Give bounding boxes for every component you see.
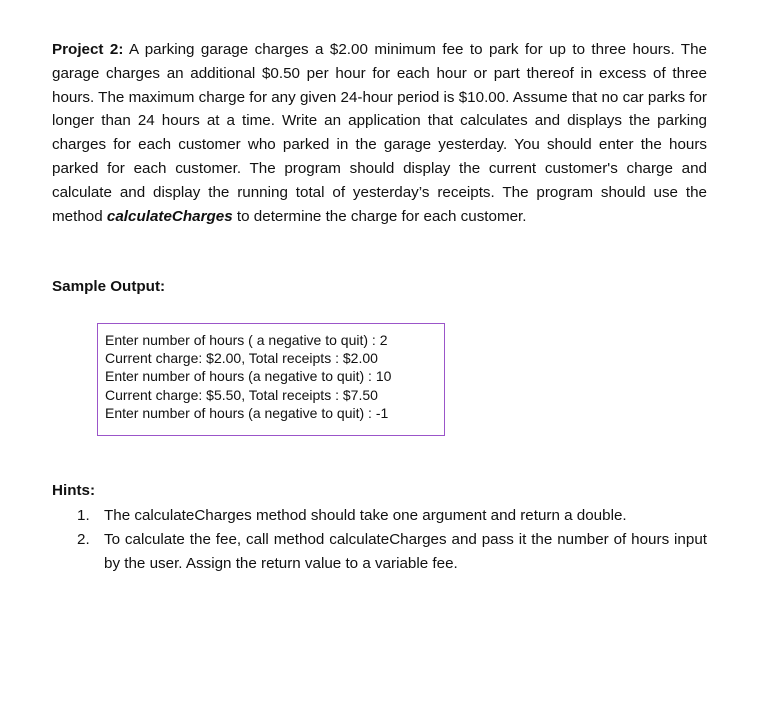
hints-heading: Hints: <box>52 482 96 499</box>
output-line: Current charge: $2.00, Total receipts : $2.00 <box>105 350 378 367</box>
hint-number: 1. <box>77 507 90 524</box>
project-text-end: to determine the charge for each customer. <box>236 207 527 225</box>
hint-text: The calculateCharges method should take one argument and return a double. <box>104 507 627 524</box>
output-line: Current charge: $5.50, Total receipts : $7.50 <box>105 386 378 403</box>
document-page <box>52 38 707 572</box>
output-line: Enter number of hours ( a negative to quit) : 2 <box>105 332 388 348</box>
project-label: Project 2: <box>52 41 124 58</box>
output-line: Enter number of hours (a negative to quit) : -1 <box>105 404 389 421</box>
hint-text: To calculate the fee, call method calculateCharges and pass it the number of hours input by the user. Assign the return value to a variable fee. <box>104 530 707 572</box>
hints-list <box>52 504 707 575</box>
sample-output-box <box>97 323 445 436</box>
hint-item <box>52 528 707 576</box>
method-name: calculateCharges <box>106 207 233 225</box>
sample-output-heading: Sample Output: <box>52 278 166 295</box>
project-description <box>52 38 707 228</box>
hint-item <box>52 504 707 528</box>
hint-number: 2. <box>77 530 90 548</box>
project-text: A parking garage charges a $2.00 minimum fee to park for up to three hours. The garage charges an additional $0.50 per hour for each hour or part thereof in excess of three hours. The maximum charge for any given 24-hour period is $10.00. Assume that no car parks for longer than 24 hours at a time. Write an application that calculates and displays the parking charges for each customer who parked in the garage yesterday. You should enter the hours parked for each customer. The program should display the current customer's charge and calculate and display the running total of yesterday’s receipts. The program should use the method <box>52 41 707 225</box>
output-line: Enter number of hours (a negative to quit) : 10 <box>105 368 392 385</box>
